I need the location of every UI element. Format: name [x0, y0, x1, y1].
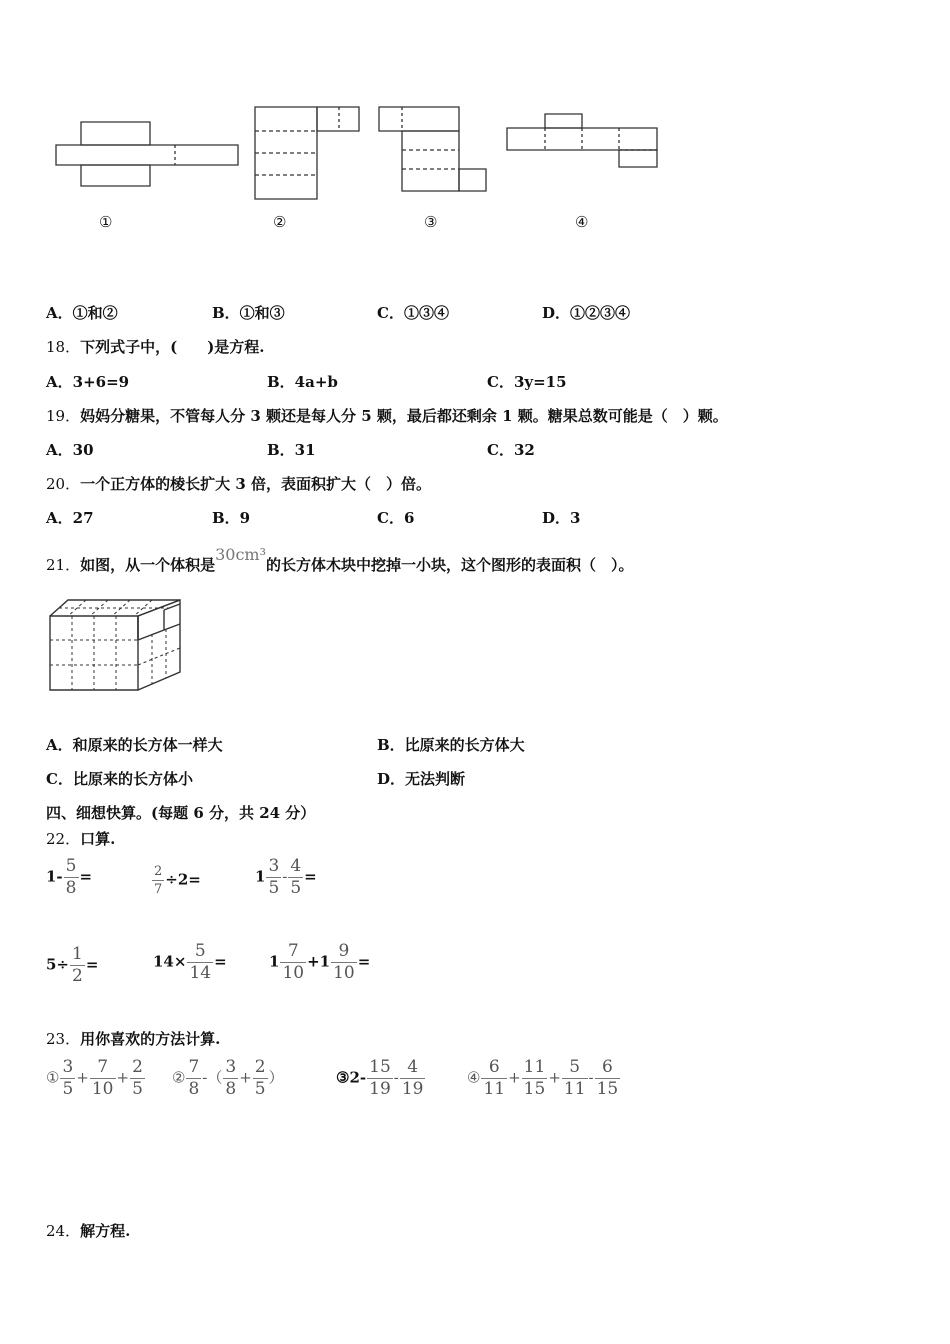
q23-text: 用你喜欢的方法计算. — [80, 1030, 221, 1048]
q22-p1-prefix: 1- — [46, 867, 63, 886]
net-label-1: ① — [99, 213, 113, 231]
operator: -（ — [202, 1068, 223, 1087]
fraction — [522, 1059, 548, 1098]
q21-number: 21． — [46, 556, 81, 574]
expr-label: ② — [172, 1068, 186, 1087]
q24-text: 解方程. — [80, 1222, 131, 1240]
q22-p3-fraction-2 — [288, 858, 303, 897]
fraction — [253, 1059, 268, 1098]
q22-p6-suffix: = — [357, 952, 371, 971]
q22-p2-suffix: ÷2= — [165, 870, 201, 889]
numerator: 3 — [62, 1057, 74, 1077]
denominator: 10 — [333, 963, 355, 983]
q23-number: 23． — [46, 1030, 81, 1048]
q21-option-c[interactable]: C．比原来的长方体小 — [46, 770, 193, 788]
fraction — [90, 1059, 116, 1098]
q22-number: 22． — [46, 830, 81, 848]
operator: - — [588, 1068, 594, 1087]
numerator: 7 — [97, 1057, 109, 1077]
denominator: 19 — [401, 1079, 424, 1099]
q22-p1-fraction — [64, 858, 79, 897]
numerator: 9 — [338, 941, 350, 961]
denominator: 14 — [189, 963, 212, 983]
numerator: 7 — [188, 1057, 200, 1077]
numerator: 4 — [290, 856, 302, 876]
denominator: 5 — [254, 1079, 266, 1099]
operator: + — [76, 1068, 89, 1087]
q20-stem — [46, 473, 431, 494]
q22-p2-fraction — [152, 865, 164, 896]
q17-option-a[interactable]: A．①和② — [46, 304, 118, 322]
fraction — [595, 1059, 621, 1098]
numerator: 6 — [602, 1057, 613, 1077]
q22-p4-prefix: 5÷ — [46, 955, 70, 974]
denominator: 19 — [369, 1079, 391, 1099]
q21-option-d[interactable]: D．无法判断 — [377, 770, 466, 788]
fraction — [367, 1059, 393, 1098]
numerator: 2 — [154, 864, 163, 879]
operator: +1 — [307, 952, 331, 971]
denominator: 8 — [225, 1079, 237, 1099]
q22-problem-6 — [269, 943, 370, 982]
q24-stem — [46, 1220, 130, 1241]
q20-text: 一个正方体的棱长扩大 3 倍，表面积扩大（ ）倍。 — [80, 475, 431, 493]
q19-stem — [46, 405, 728, 426]
q17-option-d[interactable]: D．①②③④ — [542, 304, 631, 322]
numerator: 5 — [569, 1057, 581, 1077]
denominator: 8 — [65, 878, 77, 898]
q17-option-b[interactable]: B．①和③ — [212, 304, 285, 322]
net-label-3: ③ — [424, 213, 438, 231]
numerator: 3 — [268, 856, 280, 876]
numerator: 3 — [225, 1057, 237, 1077]
q22-p1-suffix: = — [79, 867, 93, 886]
operator: - — [393, 1068, 399, 1087]
denominator: 8 — [188, 1079, 200, 1099]
q19-option-b[interactable]: B．31 — [267, 441, 316, 459]
q22-p3-prefix: 1 — [255, 867, 266, 886]
q18-option-c[interactable]: C．3y=15 — [487, 373, 567, 391]
expr-label: ④ — [467, 1068, 481, 1087]
q22-problem-4 — [46, 946, 98, 985]
denominator: 10 — [91, 1079, 114, 1099]
q22-p6-fraction-2 — [331, 943, 357, 982]
q17-option-c[interactable]: C．①③④ — [377, 304, 449, 322]
q20-option-d[interactable]: D．3 — [542, 509, 581, 527]
q22-problem-5 — [153, 943, 227, 982]
q23-expression-1 — [46, 1059, 146, 1098]
fraction — [481, 1059, 507, 1098]
section-4-heading: 四、细想快算。(每题 6 分，共 24 分） — [46, 804, 316, 822]
q21-text-after: 的长方体木块中挖掉一小块，这个图形的表面积（ ）。 — [266, 556, 634, 574]
q23-expression-2 — [172, 1059, 284, 1098]
denominator: 5 — [290, 878, 302, 898]
net-label-4: ④ — [575, 213, 589, 231]
q18-stem — [46, 336, 265, 357]
q21-text-before: 如图，从一个体积是 — [80, 556, 216, 574]
q22-stem — [46, 828, 115, 849]
q22-p4-suffix: = — [85, 955, 99, 974]
denominator: 15 — [596, 1079, 619, 1099]
q19-option-a[interactable]: A．30 — [46, 441, 94, 459]
denominator: 2 — [72, 966, 83, 986]
cube-nets-figure — [44, 95, 664, 240]
q22-p5-prefix: 14× — [153, 952, 187, 971]
q19-text: 妈妈分糖果，不管每人分 3 颗还是每人分 5 颗，最后都还剩余 1 颗。糖果总数可能是（ ）颗。 — [80, 407, 728, 425]
q24-number: 24． — [46, 1222, 81, 1240]
operator: + — [508, 1068, 521, 1087]
q20-number: 20． — [46, 475, 81, 493]
denominator: 7 — [154, 882, 163, 897]
q20-option-b[interactable]: B．9 — [212, 509, 251, 527]
net-1 — [56, 122, 238, 186]
denominator: 11 — [483, 1079, 506, 1099]
q18-option-a[interactable]: A．3+6=9 — [46, 373, 130, 391]
q20-option-c[interactable]: C．6 — [377, 509, 415, 527]
fraction — [60, 1059, 75, 1098]
numerator: 2 — [132, 1057, 143, 1077]
q23-expression-3 — [336, 1059, 426, 1098]
numerator: 6 — [488, 1057, 500, 1077]
q18-option-b[interactable]: B．4a+b — [267, 373, 338, 391]
denominator: 10 — [282, 963, 305, 983]
q23-expression-4 — [467, 1059, 621, 1098]
q21-option-a[interactable]: A．和原来的长方体一样大 — [46, 736, 223, 754]
numerator: 7 — [287, 941, 299, 961]
q22-p3-suffix: = — [304, 867, 317, 886]
q23-stem — [46, 1028, 220, 1049]
q22-p3-fraction-1 — [266, 858, 281, 897]
q18-text: 下列式子中，( )是方程. — [80, 338, 265, 356]
denominator: 5 — [62, 1079, 74, 1099]
q21-volume: 30cm³ — [215, 545, 267, 564]
denominator: 11 — [563, 1079, 586, 1099]
denominator: 15 — [523, 1079, 546, 1099]
fraction — [562, 1059, 588, 1098]
q19-number: 19． — [46, 407, 81, 425]
fraction — [186, 1059, 201, 1098]
denominator: 5 — [132, 1079, 143, 1099]
q21-stem — [46, 545, 634, 575]
net-2 — [255, 107, 359, 199]
expr-label: ① — [46, 1068, 60, 1087]
q22-p6-prefix: 1 — [269, 952, 280, 971]
q22-problem-3 — [255, 858, 317, 897]
net-label-2: ② — [273, 213, 287, 231]
cube-nets-drawing — [44, 95, 664, 240]
cuboid-figure — [44, 594, 186, 696]
expr-label: ③2- — [336, 1068, 367, 1087]
cuboid-drawing — [44, 594, 186, 696]
q22-problem-1 — [46, 858, 92, 897]
operator: + — [116, 1068, 130, 1087]
operator: + — [548, 1068, 561, 1087]
q20-option-a[interactable]: A．27 — [46, 509, 94, 527]
numerator: 15 — [369, 1057, 391, 1077]
q21-option-b[interactable]: B．比原来的长方体大 — [377, 736, 525, 754]
fraction — [223, 1059, 238, 1098]
numerator: 1 — [72, 944, 83, 964]
q22-p4-fraction — [70, 946, 85, 985]
numerator: 4 — [407, 1057, 419, 1077]
q22-problem-2 — [151, 865, 201, 896]
numerator: 5 — [65, 856, 77, 876]
net-3 — [379, 107, 486, 191]
numerator: 2 — [254, 1057, 266, 1077]
q19-option-c[interactable]: C．32 — [487, 441, 535, 459]
fraction — [130, 1059, 145, 1098]
net-4 — [507, 114, 657, 167]
numerator: 11 — [523, 1057, 546, 1077]
operator: + — [239, 1068, 252, 1087]
q22-p5-fraction — [187, 943, 213, 982]
fraction — [400, 1059, 426, 1098]
q18-number: 18． — [46, 338, 81, 356]
operator: ） — [268, 1068, 284, 1087]
denominator: 5 — [268, 878, 280, 898]
q22-p6-fraction-1 — [280, 943, 306, 982]
operator: - — [282, 867, 288, 886]
q22-text: 口算. — [80, 830, 116, 848]
numerator: 5 — [194, 941, 206, 961]
q22-p5-suffix: = — [214, 952, 227, 971]
